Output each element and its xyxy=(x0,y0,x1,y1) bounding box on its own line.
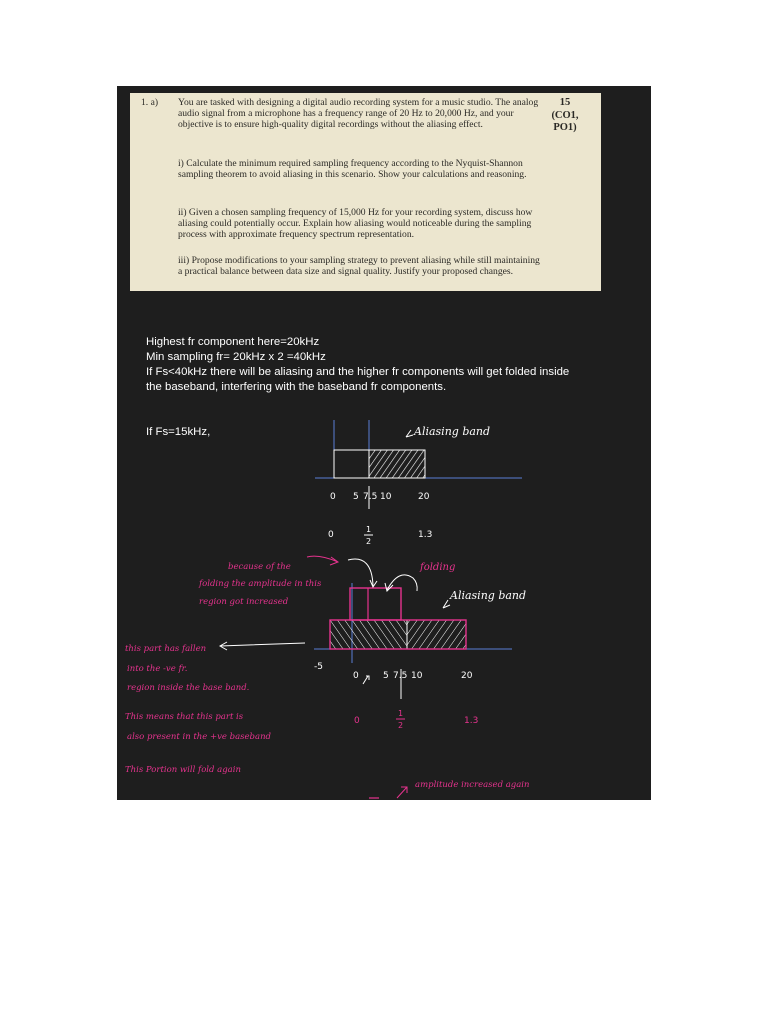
bottom-norm-half-den: 2 xyxy=(398,721,404,730)
top-aliasing-band xyxy=(369,450,425,478)
marks-po: PO1) xyxy=(553,122,577,133)
bottom-left-hatched-band xyxy=(330,620,407,649)
answer-line-3: If Fs<40kHz there will be aliasing and the higher fr components will get folded inside xyxy=(146,366,570,378)
folding-label: folding xyxy=(420,562,456,573)
top-aliasing-label: Aliasing band xyxy=(414,425,491,438)
marks-co: (CO1, xyxy=(551,109,579,121)
fold-again-note: This Portion will fold again xyxy=(125,765,241,775)
question-number: 1. a) xyxy=(141,97,159,108)
bottom-tick-7-5: 7.5 xyxy=(393,671,408,681)
because-note-line-2: folding the amplitude in this xyxy=(199,579,322,589)
fallen-note-line-2: into the -ve fr. xyxy=(127,664,188,674)
bottom-aliasing-label: Aliasing band xyxy=(450,589,527,602)
bottom-tick-0: 0 xyxy=(353,671,359,681)
bottom-tick-minus-5: -5 xyxy=(314,662,323,672)
bottom-tick-10: 10 xyxy=(411,671,423,681)
bottom-spectrum xyxy=(314,559,526,730)
bottom-tick-20: 20 xyxy=(461,671,473,681)
top-spectrum xyxy=(315,420,522,546)
answer-line-2: Min sampling fr= 20kHz x 2 =40kHz xyxy=(146,351,326,363)
top-baseband-block xyxy=(334,450,369,478)
question-part-i: i) Calculate the minimum required sampling frequency according to the Nyquist-Shannon sampling theorem to avoid aliasing in this scenario. Show your calculations and reasoning. xyxy=(178,158,527,181)
question-part-iii: iii) Propose modifications to your sampling strategy to prevent aliasing while still maintaining a practical balance between data size and signal quality. Justify your proposed changes. xyxy=(178,255,540,278)
bottom-aliasing-arrow xyxy=(443,600,450,608)
answer-line-1: Highest fr component here=20kHz xyxy=(146,336,320,348)
top-tick-0: 0 xyxy=(330,492,336,502)
bottom-raised-block xyxy=(350,588,401,620)
answer-line-4: the baseband, interfering with the baseband fr components. xyxy=(146,381,447,393)
top-norm-0: 0 xyxy=(328,530,334,540)
fallen-note-line-3: region inside the base band. xyxy=(127,683,250,693)
bottom-aliasing-band xyxy=(407,620,466,649)
top-tick-10: 10 xyxy=(380,492,392,502)
fallen-note-line-1: this part has fallen xyxy=(125,644,207,654)
amplitude-arrow xyxy=(397,787,407,798)
folding-arrow-left-head xyxy=(370,580,377,587)
bottom-norm-half-num: 1 xyxy=(398,709,404,718)
bottom-norm-1-3: 1.3 xyxy=(464,716,479,726)
bottom-norm-0: 0 xyxy=(354,716,360,726)
question-intro: You are tasked with designing a digital audio recording system for a music studio. The analog audio signal from a microphone has a frequency range of 20 Hz to 20,000 Hz, and your objective is to ensure high-quality digital recordings without the aliasing effect. xyxy=(178,97,539,131)
means-note-line-1: This means that this part is xyxy=(125,712,244,722)
top-tick-20: 20 xyxy=(418,492,430,502)
because-note-line-3: region got increased xyxy=(199,597,289,607)
top-tick-7-5: 7.5 xyxy=(363,492,378,502)
top-tick-5: 5 xyxy=(353,492,359,502)
question-part-ii: ii) Given a chosen sampling frequency of 15,000 Hz for your recording system, discuss how aliasing could potentially occur. Explain how aliasing would noticeable during the sampling process with approximate frequency spectrum representation. xyxy=(178,207,533,241)
fallen-arrow xyxy=(220,642,305,650)
means-note-line-2: also present in the +ve baseband xyxy=(127,732,271,742)
handwritten-diagram xyxy=(117,86,651,800)
fs-label: If Fs=15kHz, xyxy=(146,426,211,438)
marks-value: 15 xyxy=(559,97,571,108)
folding-arrow-left xyxy=(348,559,373,586)
top-norm-half-num: 1 xyxy=(366,525,372,534)
top-norm-1-3: 1.3 xyxy=(418,530,433,540)
bottom-tick-5: 5 xyxy=(383,671,389,681)
top-norm-half-den: 2 xyxy=(366,537,372,546)
because-arrow xyxy=(307,556,338,565)
top-aliasing-arrow xyxy=(406,430,413,437)
amplitude-again-note: amplitude increased again xyxy=(415,780,530,790)
document-sheet xyxy=(117,86,651,800)
bottom-small-arrow xyxy=(363,676,369,684)
because-note-line-1: because of the xyxy=(228,562,291,572)
